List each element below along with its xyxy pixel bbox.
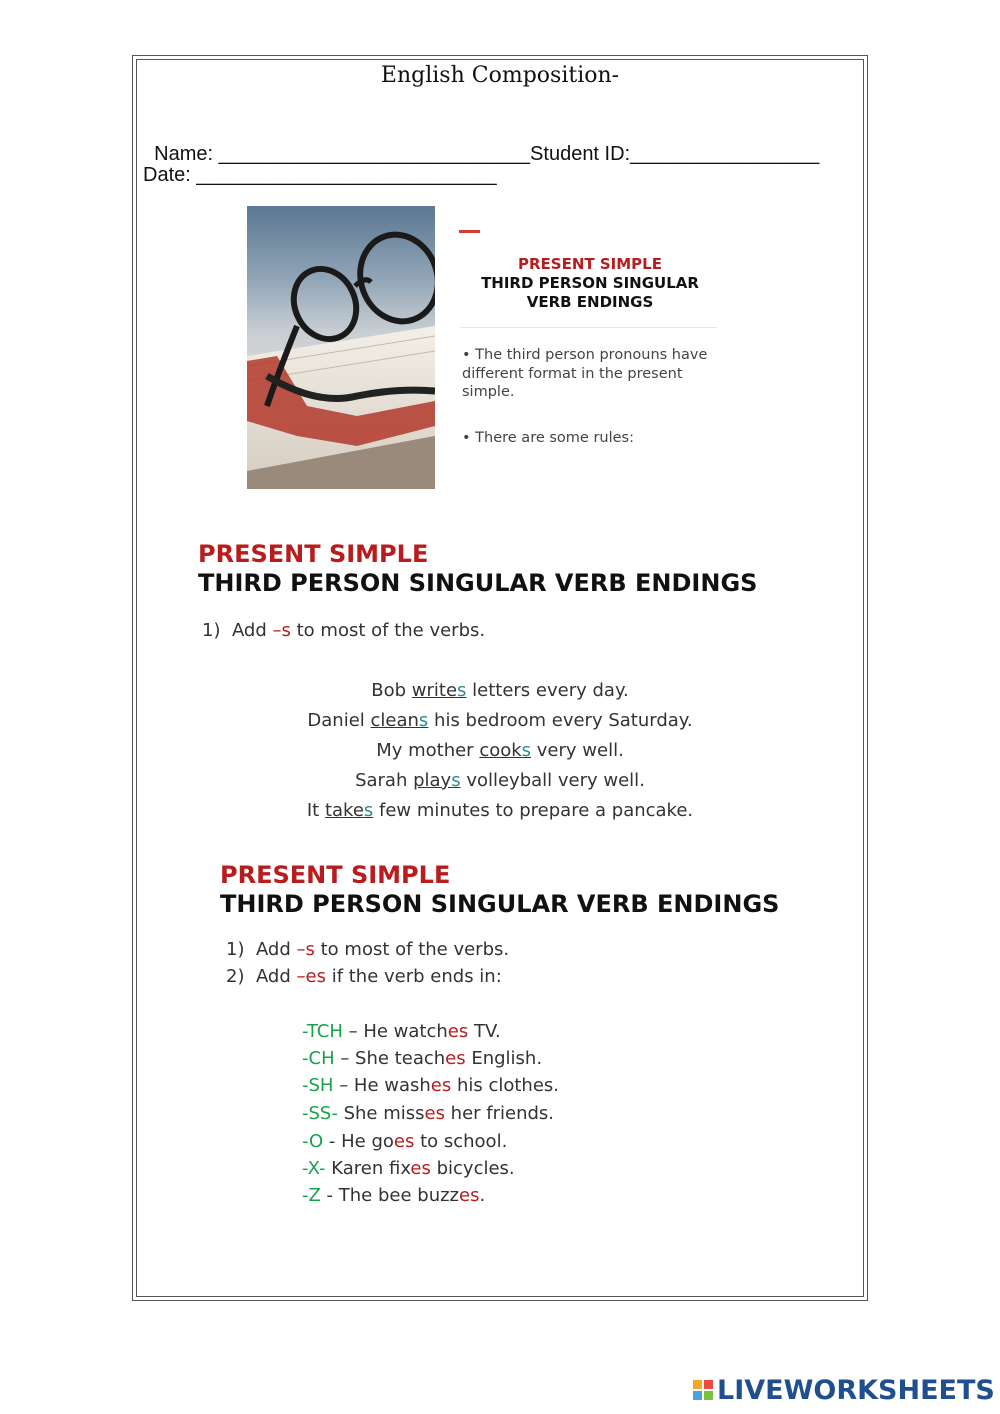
name-field[interactable]	[143, 120, 819, 166]
card-divider	[460, 327, 717, 328]
card-bullet-2: • There are some rules:	[462, 430, 634, 446]
glasses-book-photo	[247, 206, 435, 489]
logo-block	[704, 1380, 713, 1389]
section2-title-red: PRESENT SIMPLE	[220, 861, 451, 889]
student-id-label: Student ID:_________________	[530, 143, 820, 165]
ending-rule: -TCH – He watches TV.	[302, 1021, 501, 1042]
ending-rule: -SH – He washes his clothes.	[302, 1075, 560, 1096]
logo-text: LIVEWORKSHEETS	[717, 1374, 995, 1406]
document-title: English Composition-	[380, 63, 620, 88]
ending-rule: -CH – She teaches English.	[302, 1048, 543, 1069]
card-title-red: PRESENT SIMPLE	[518, 255, 662, 273]
card-title-line2: THIRD PERSON SINGULAR	[481, 274, 699, 292]
logo-block	[693, 1391, 702, 1400]
logo-blocks-icon	[693, 1380, 713, 1400]
section2-title-black: THIRD PERSON SINGULAR VERB ENDINGS	[220, 890, 780, 918]
card-bullet-1: • The third person pronouns have different format in the present simple.	[462, 347, 708, 400]
suffix-s: –s	[272, 620, 291, 641]
section1-title-red: PRESENT SIMPLE	[198, 540, 429, 568]
name-label: Name: ____________________________	[154, 143, 531, 165]
suffix-es: –es	[296, 966, 326, 987]
section1-rule-1: 1) Add –s to most of the verbs.	[202, 620, 486, 641]
section1-title-black: THIRD PERSON SINGULAR VERB ENDINGS	[198, 569, 758, 597]
example-sentence: Daniel cleans his bedroom every Saturday.	[307, 710, 693, 731]
section2-rule-1: 1) Add –s to most of the verbs.	[226, 939, 510, 960]
logo-block	[704, 1391, 713, 1400]
accent-dash	[459, 230, 480, 233]
ending-rule: -X- Karen fixes bicycles.	[302, 1158, 515, 1179]
date-field[interactable]: Date: ___________________________	[143, 164, 497, 186]
ending-rule: -Z - The bee buzzes.	[302, 1185, 486, 1206]
example-sentence: Sarah plays volleyball very well.	[355, 770, 645, 791]
liveworksheets-logo[interactable]	[693, 1374, 995, 1406]
example-sentence: Bob writes letters every day.	[371, 680, 629, 701]
suffix-s: –s	[296, 939, 315, 960]
example-sentence: It takes few minutes to prepare a pancake.	[306, 800, 694, 821]
card-title-line3: VERB ENDINGS	[526, 293, 654, 311]
section2-rule-2: 2) Add –es if the verb ends in:	[226, 966, 502, 987]
logo-block	[693, 1380, 702, 1389]
ending-rule: -O - He goes to school.	[302, 1131, 508, 1152]
ending-rule: -SS- She misses her friends.	[302, 1103, 555, 1124]
example-sentence: My mother cooks very well.	[376, 740, 624, 761]
